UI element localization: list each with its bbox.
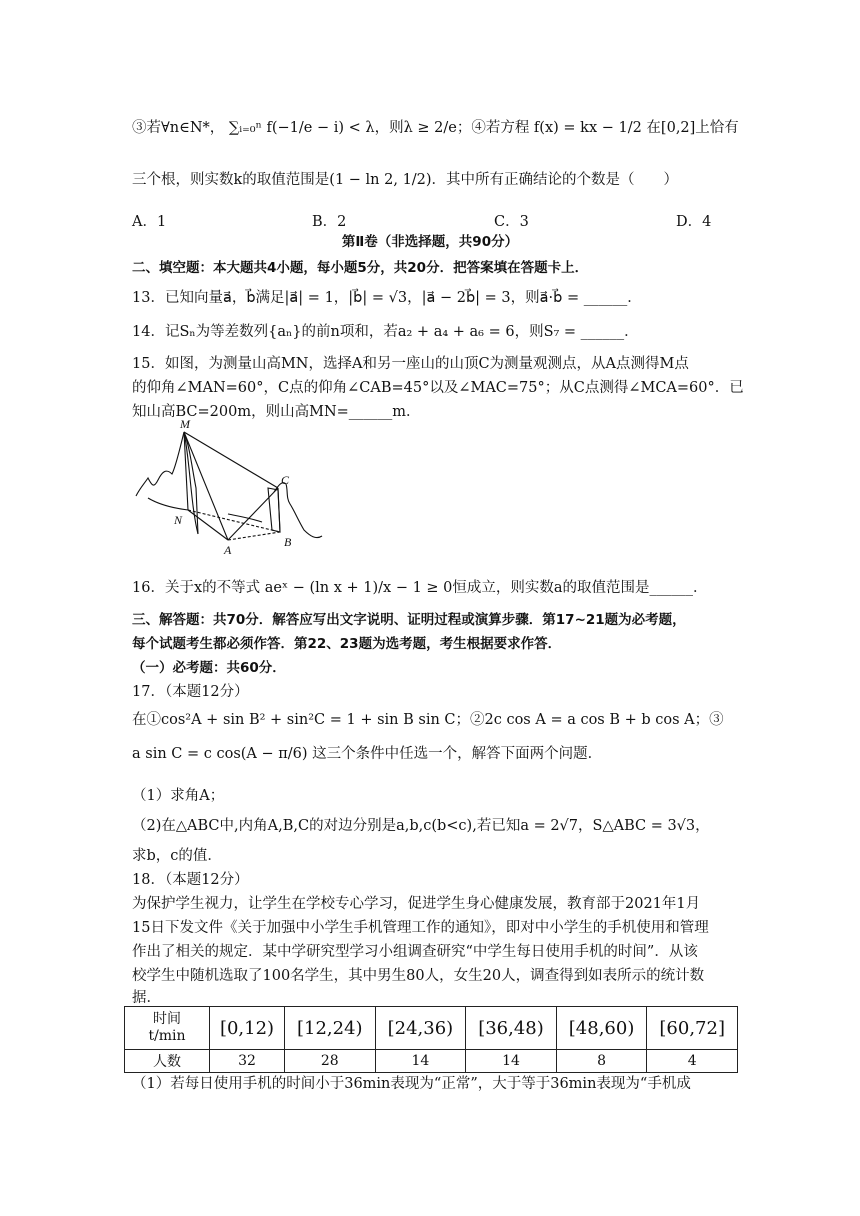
line-CB — [278, 488, 280, 532]
label-A: A — [224, 543, 232, 557]
q16: 16．关于x的不等式 aeˣ − (ln x + 1)/x − 1 ≥ 0恒成立，则实数a的取值范围是______． — [132, 580, 708, 596]
section3-line2: 每个试题考生都必须作答．第22、23题为选考题，考生根据要求作答． — [132, 636, 562, 652]
label-B: B — [284, 535, 292, 549]
header-time-cell — [125, 1007, 210, 1050]
q18-part1: （1）若每日使用手机的时间小于36min表现为“正常”，大于等于36min表现为“手机成 — [132, 1076, 691, 1092]
mountain-figure — [128, 418, 328, 558]
right-mountain-outline — [274, 483, 322, 538]
part2-title: 第Ⅱ卷（非选择题，共90分） — [341, 234, 519, 250]
q17-part2: （2)在△ABC中,内角A,B,C的对边分别是a,b,c(b<c),若已知a = 2√7，S△ABC = 3√3， — [132, 818, 710, 834]
q12-option-c: C．3 — [494, 214, 529, 230]
q18-line4: 校学生中随机选取了100名学生，其中男生80人，女生20人，调查得到如表所示的统计数 — [132, 968, 705, 984]
count-cell: 8 — [556, 1050, 647, 1073]
count-cell: 14 — [466, 1050, 557, 1073]
interval-cell: [24,36) — [375, 1007, 466, 1050]
line-MC — [184, 432, 278, 488]
q12-line2: 三个根，则实数k的取值范围是(1 − ln 2, 1/2)．其中所有正确结论的个数是（ ） — [132, 172, 679, 188]
section2-heading: 二、填空题：本大题共4小题，每小题5分，共20分．把答案填在答题卡上． — [132, 260, 589, 276]
header-time-unit: t/min — [148, 1028, 186, 1044]
q18-line1: 为保护学生视力，让学生在学校专心学习，促进学生身心健康发展，教育部于2021年1月 — [132, 896, 701, 912]
required-heading: （一）必考题：共60分． — [132, 660, 286, 676]
table-row — [125, 1050, 738, 1073]
count-cell: 28 — [285, 1050, 376, 1073]
count-cell: 14 — [375, 1050, 466, 1073]
q12-option-d: D．4 — [676, 214, 712, 230]
usage-time-table — [124, 1006, 738, 1073]
q15-line2: 的仰角∠MAN=60°，C点的仰角∠CAB=45°以及∠MAC=75°；从C点测得∠MCA=60°．已 — [132, 380, 744, 396]
ground-left — [148, 498, 188, 510]
interval-cell: [12,24) — [285, 1007, 376, 1050]
interval-cell: [60,72] — [647, 1007, 738, 1050]
q15-line1: 15．如图，为测量山高MN，选择A和另一座山的山顶C为测量观测点，从A点测得M点 — [132, 356, 689, 372]
section3-line1: 三、解答题：共70分．解答应写出文字说明、证明过程或演算步骤．第17~21题为必考题， — [132, 612, 686, 628]
q18-line5: 据． — [132, 990, 161, 1006]
q13: 13．已知向量a⃗，b⃗满足|a⃗| = 1，|b⃗| = √3，|a⃗ − 2b⃗| = 3，则a⃗·b⃗ = ______． — [132, 290, 642, 306]
q14: 14．记Sₙ为等差数列{aₙ}的前n项和，若a₂ + a₄ + a₆ = 6，则S₇ = ______． — [132, 324, 639, 340]
q17-line1: 在①cos²A + sin B² + sin²C = 1 + sin B sin C；②2c cos A = a cos B + b cos A；③ — [132, 712, 724, 728]
q17-part2b: 求b，c的值． — [132, 848, 222, 864]
count-cell: 32 — [210, 1050, 285, 1073]
label-C: C — [281, 473, 290, 487]
table-row — [125, 1007, 738, 1050]
label-M: M — [180, 418, 190, 431]
interval-cell: [0,12) — [210, 1007, 285, 1050]
count-label-cell: 人数 — [125, 1050, 210, 1073]
interval-cell: [36,48) — [466, 1007, 557, 1050]
q12-option-a: A．1 — [132, 214, 167, 230]
q18-line2: 15日下发文件《关于加强中小学生手机管理工作的通知》，即对中小学生的手机使用和管理 — [132, 920, 709, 936]
count-cell: 4 — [647, 1050, 738, 1073]
q17-part1: （1）求角A； — [132, 788, 225, 804]
line-AB — [228, 532, 280, 540]
q12-line1: ③若∀n∈N*， ∑ᵢ₌₀ⁿ f(−1/e − i) < λ，则λ ≥ 2/e；④若方程 f(x) = kx − 1/2 在[0,2]上恰有 — [132, 120, 739, 136]
q12-option-b: B．2 — [312, 214, 347, 230]
header-time-label: 时间 — [153, 1011, 181, 1027]
interval-cell: [48,60) — [556, 1007, 647, 1050]
label-N: N — [174, 513, 183, 527]
q17-header: 17．（本题12分） — [132, 684, 249, 700]
q18-line3: 作出了相关的规定．某中学研究型学习小组调查研究“中学生每日使用手机的时间”．从该 — [132, 944, 698, 960]
q18-header: 18．（本题12分） — [132, 872, 249, 888]
q15-line3: 知山高BC=200m，则山高MN=______m． — [132, 404, 421, 420]
q17-line2: a sin C = c cos(A − π/6) 这三个条件中任选一个，解答下面两个问题． — [132, 746, 603, 762]
